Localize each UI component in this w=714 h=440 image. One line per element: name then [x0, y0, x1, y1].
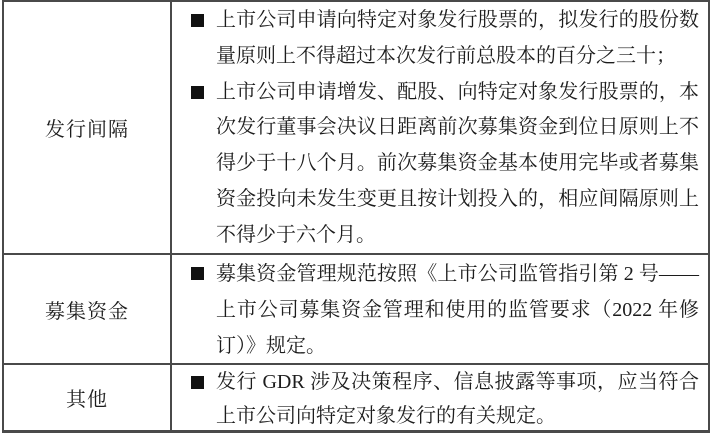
bullet-text: 发行 GDR 涉及决策程序、信息披露等事项，应当符合上市公司向特定对象发行的有关规定。 — [216, 371, 699, 427]
bullet-square-icon — [191, 86, 204, 99]
bullet-item — [191, 3, 699, 75]
bullet-item — [191, 256, 699, 363]
row-label-raised-funds: 募集资金 — [4, 255, 172, 363]
bullet-square-icon — [191, 267, 204, 280]
table-row-raised-funds — [4, 253, 708, 363]
bullet-item — [191, 75, 699, 253]
bullet-item — [191, 366, 699, 430]
row-label-issuance-interval: 发行间隔 — [4, 2, 172, 253]
table-row-other — [4, 363, 708, 430]
bullet-text: 上市公司申请向特定对象发行股票的，拟发行的股份数量原则上不得超过本次发行前总股本的百分之三十； — [216, 9, 699, 67]
regulation-table — [2, 0, 710, 433]
bullet-square-icon — [191, 376, 204, 389]
row-content-issuance-interval — [172, 2, 708, 253]
row-content-raised-funds — [172, 255, 708, 363]
table-row-issuance-interval — [4, 2, 708, 253]
bullet-text: 上市公司申请增发、配股、向特定对象发行股票的，本次发行董事会决议日距离前次募集资金到位日原则上不得少于十八个月。前次募集资金基本使用完毕或者募集资金投向未发生变更且按计划投入的，相应间隔原则上不得少于六个月。 — [216, 80, 699, 246]
row-label-other: 其他 — [4, 365, 172, 430]
row-content-other — [172, 365, 708, 430]
bullet-text: 募集资金管理规范按照《上市公司监管指引第 2 号——上市公司募集资金管理和使用的监管要求（2022 年修订）》规定。 — [216, 263, 699, 357]
bullet-square-icon — [191, 14, 204, 27]
